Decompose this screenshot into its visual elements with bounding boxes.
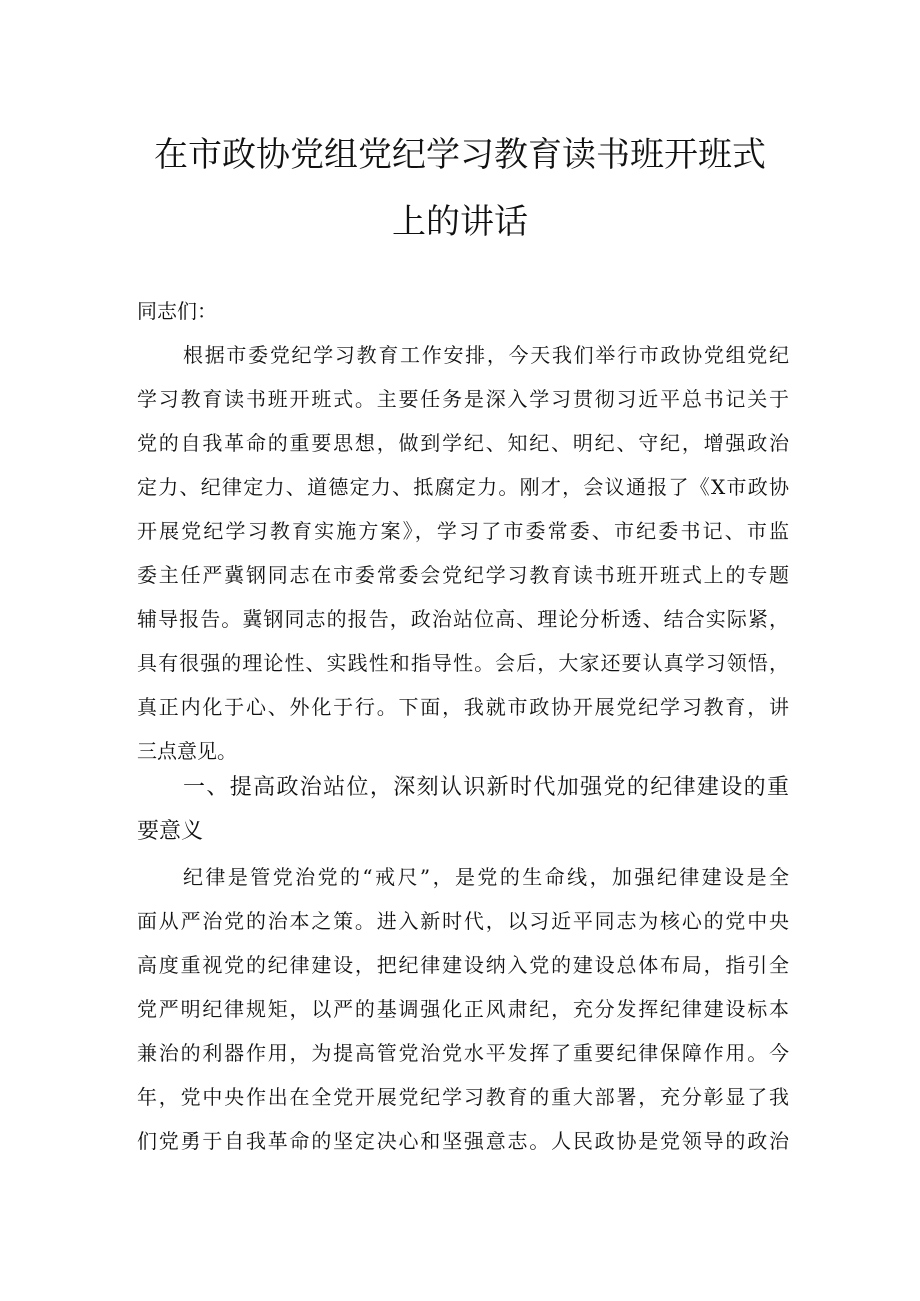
salutation: 同志们：: [137, 299, 217, 323]
paragraph-2-line: 党严明纪律规矩，以严的基调强化正风肃纪，充分发挥纪律建设标本: [137, 997, 789, 1021]
paragraph-2-line: 高度重视党的纪律建设，把纪律建设纳入党的建设总体布局，指引全: [137, 953, 789, 977]
paragraph-1-line: 具有很强的理论性、实践性和指导性。会后，大家还要认真学习领悟，: [137, 651, 789, 675]
document-title-line-1: 在市政协党组党纪学习教育读书班开班式: [154, 135, 766, 175]
paragraph-2-line: 兼治的利器作用，为提高管党治党水平发挥了重要纪律保障作用。今: [137, 1041, 789, 1065]
paragraph-1-line: 根据市委党纪学习教育工作安排，今天我们举行市政协党组党纪: [183, 343, 789, 367]
paragraph-2-line: 们党勇于自我革命的坚定决心和坚强意志。人民政协是党领导的政治: [137, 1129, 789, 1153]
paragraph-1-line: 辅导报告。冀钢同志的报告，政治站位高、理论分析透、结合实际紧，: [137, 607, 789, 631]
section-heading-1: 一、提高政治站位，深刻认识新时代加强党的纪律建设的重: [183, 775, 789, 800]
paragraph-2-line: 年，党中央作出在全党开展党纪学习教育的重大部署，充分彰显了我: [137, 1085, 789, 1109]
paragraph-1-line: 开展党纪学习教育实施方案》，学习了市委常委、市纪委书记、市监: [137, 519, 789, 543]
paragraph-1-line: 学习教育读书班开班式。主要任务是深入学习贯彻习近平总书记关于: [137, 387, 789, 411]
paragraph-1-line: 委主任严冀钢同志在市委常委会党纪学习教育读书班开班式上的专题: [137, 563, 789, 587]
paragraph-1-line: 真正内化于心、外化于行。下面，我就市政协开展党纪学习教育，讲: [137, 695, 789, 719]
paragraph-1-line: 三点意见。: [137, 739, 237, 763]
section-heading-1-cont: 要意义: [137, 819, 204, 844]
document-title-line-2: 上的讲话: [392, 202, 528, 242]
paragraph-2-line: 纪律是管党治党的“戒尺”，是党的生命线，加强纪律建设是全: [183, 865, 789, 889]
paragraph-1-line: 党的自我革命的重要思想，做到学纪、知纪、明纪、守纪，增强政治: [137, 431, 789, 455]
paragraph-1-line: 定力、纪律定力、道德定力、抵腐定力。刚才，会议通报了《X市政协: [137, 475, 789, 499]
paragraph-2-line: 面从严治党的治本之策。进入新时代，以习近平同志为核心的党中央: [137, 909, 789, 933]
